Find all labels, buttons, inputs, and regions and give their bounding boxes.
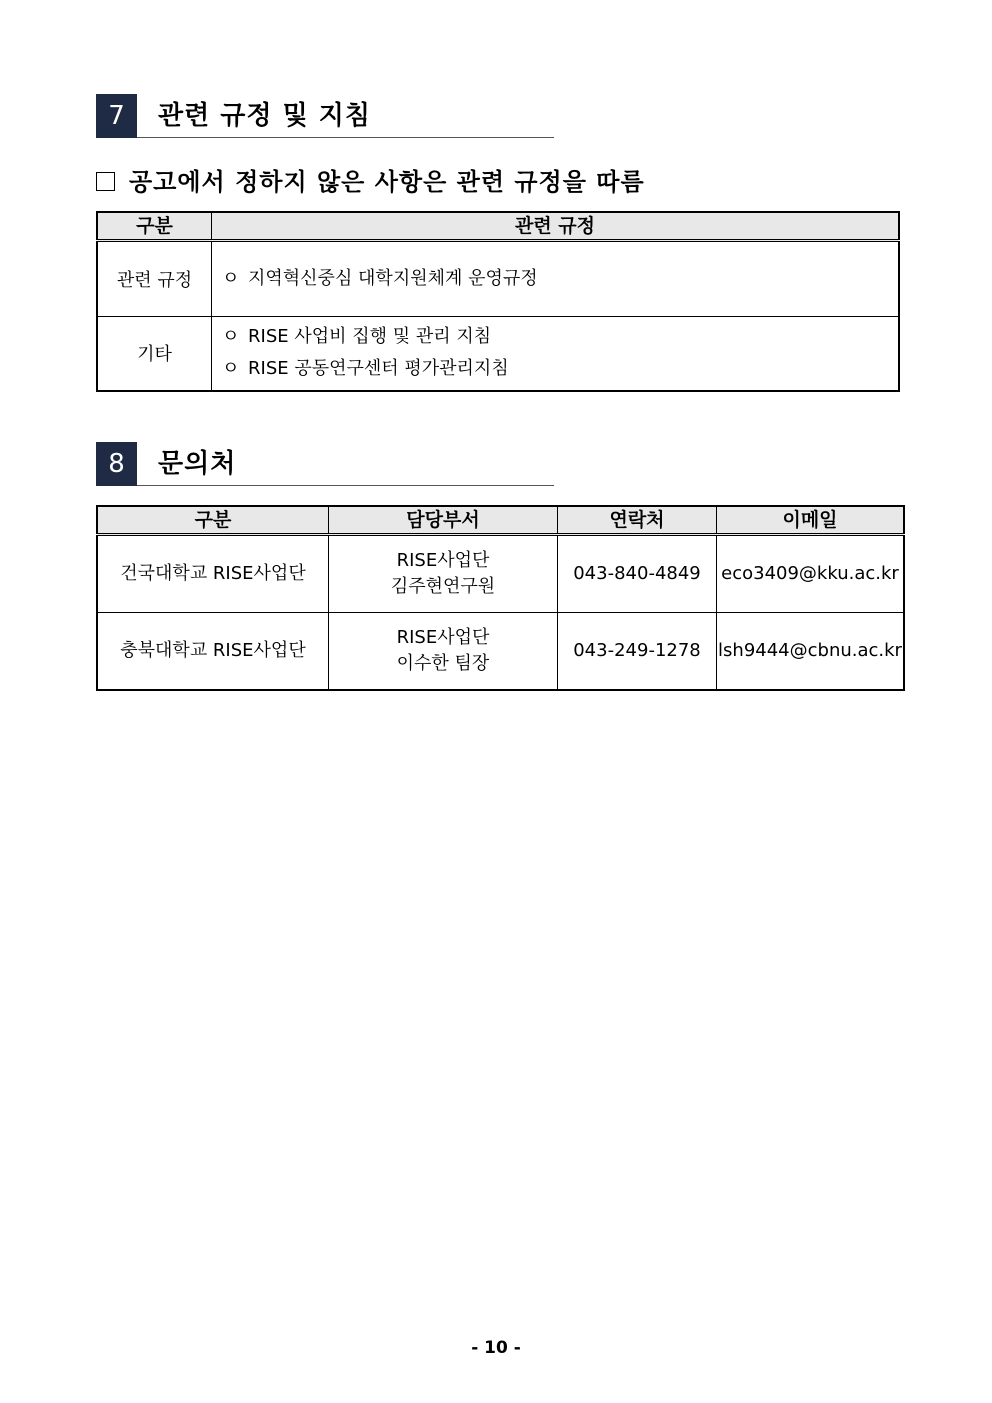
row-category: 기타 [97,317,212,391]
notice-text: 공고에서 정하지 않은 사항은 관련 규정을 따름 [129,168,645,196]
row-content [212,317,900,391]
page-number: - 10 - [471,1338,521,1358]
bullet-circle-icon: ㅇ [222,358,240,380]
table-row [97,613,904,691]
section-7-header [96,94,554,138]
column-header: 연락처 [558,506,717,535]
dept-cell [329,613,558,691]
checkbox-square-icon [96,172,115,191]
section-number: 7 [96,94,137,138]
bullet-text: 지역혁신중심 대학지원체계 운영규정 [248,268,538,289]
phone-cell: 043-249-1278 [558,613,717,691]
section-underline [137,485,554,486]
bullet-circle-icon: ㅇ [222,268,240,289]
row-category: 관련 규정 [97,241,212,317]
column-header: 관련 규정 [212,212,900,241]
column-header: 구분 [97,506,329,535]
contact-person: 이수한 팀장 [396,653,490,674]
table-row [97,241,899,317]
org-cell: 충북대학교 RISE사업단 [97,613,329,691]
bullet-item [222,353,898,385]
bullet-text: RISE 사업비 집행 및 관리 지침 [248,326,492,348]
email-cell: lsh9444@cbnu.ac.kr [717,613,905,691]
notice-line [96,164,645,200]
contact-table [96,505,905,691]
table-header-row [97,506,904,535]
dept-line: RISE사업단 [396,550,490,571]
section-number: 8 [96,442,137,486]
contact-person: 김주현연구원 [390,576,496,597]
dept-cell [329,535,558,613]
dept-line: RISE사업단 [396,627,490,648]
section-8-header [96,442,554,486]
bullet-item [222,263,898,295]
section-underline [137,137,554,138]
table-header-row [97,212,899,241]
org-cell: 건국대학교 RISE사업단 [97,535,329,613]
column-header: 이메일 [717,506,905,535]
email-cell: eco3409@kku.ac.kr [717,535,905,613]
section-title: 문의처 [158,449,237,479]
column-header: 구분 [97,212,212,241]
table-row [97,317,899,391]
section-title: 관련 규정 및 지침 [158,101,371,131]
row-content [212,241,900,317]
table-row [97,535,904,613]
bullet-circle-icon: ㅇ [222,326,240,348]
column-header: 담당부서 [329,506,558,535]
bullet-item [222,321,898,353]
bullet-text: RISE 공동연구센터 평가관리지침 [248,358,509,380]
phone-cell: 043-840-4849 [558,535,717,613]
regulations-table [96,211,900,392]
